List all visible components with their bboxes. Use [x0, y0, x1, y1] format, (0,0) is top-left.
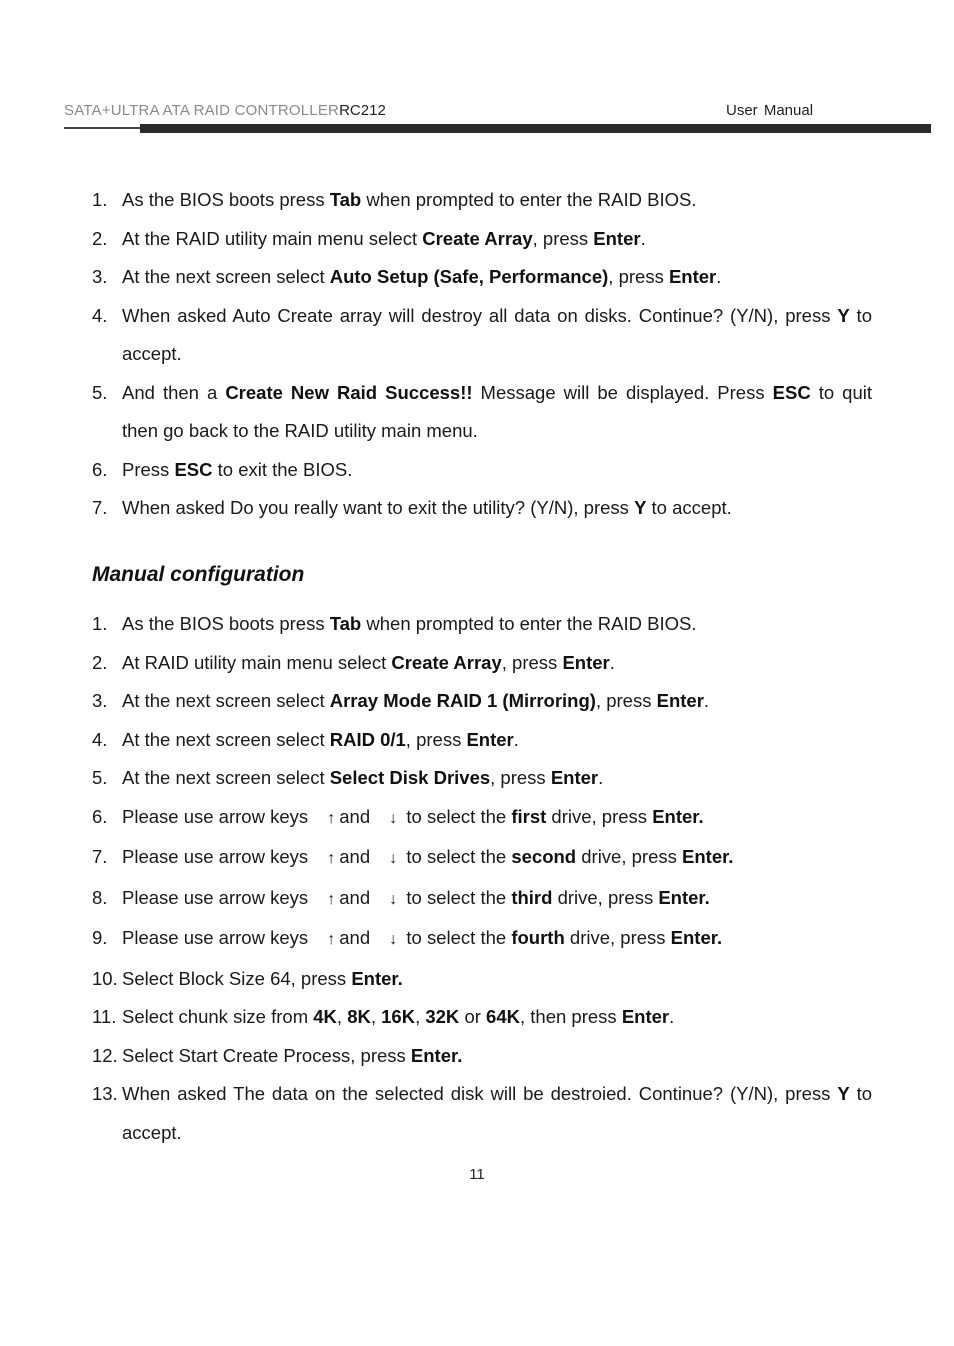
step-text: At the next screen select — [122, 690, 330, 711]
step-text: to accept. — [646, 497, 732, 518]
step-text: At RAID utility main menu select — [122, 651, 392, 673]
header-product-prefix: SATA+ULTRA ATA RAID CONTROLLER — [64, 102, 340, 119]
step-text: drive, press — [576, 846, 683, 867]
bold-keyword: Enter — [668, 266, 717, 287]
step-text: to exit the BIOS. — [212, 458, 353, 480]
list-item — [92, 682, 872, 721]
bold-keyword: third — [511, 886, 553, 908]
bold-keyword: Create Array — [391, 651, 502, 673]
list-item — [92, 1075, 872, 1152]
bold-keyword: Enter — [550, 767, 599, 788]
step-text: , — [415, 1006, 426, 1027]
bold-keyword: Enter. — [670, 927, 723, 948]
list-item — [92, 879, 872, 920]
list-item-number: 1. — [92, 189, 108, 210]
step-text: , then press — [520, 1006, 622, 1027]
page-number: 11 — [469, 1166, 485, 1183]
list-item — [92, 919, 872, 960]
step-text: . — [669, 1006, 675, 1027]
up-arrow-icon: ↑ — [327, 890, 336, 908]
bold-keyword: Tab — [329, 189, 362, 210]
list-item-number: 8. — [92, 886, 108, 908]
bold-keyword: Enter — [562, 651, 610, 673]
step-text: to select the — [401, 927, 512, 948]
section-title-manual-configuration: Manual configuration — [92, 563, 305, 586]
list-item — [92, 451, 872, 490]
list-item-number: 1. — [92, 613, 108, 634]
list-item-number: 7. — [92, 497, 108, 518]
down-arrow-icon: ↓ — [389, 890, 398, 908]
step-text: And then a — [122, 381, 226, 403]
up-arrow-icon: ↑ — [327, 809, 336, 827]
list-item-number: 6. — [92, 458, 108, 480]
step-text: , press — [405, 728, 467, 750]
list-item — [92, 258, 872, 297]
bold-keyword: Enter — [621, 1006, 670, 1027]
list-item — [92, 181, 872, 220]
step-text: , — [370, 1006, 382, 1027]
step-text: Please use arrow keys — [122, 846, 314, 867]
list-item-number: 5. — [92, 767, 108, 788]
auto-setup-steps — [92, 181, 872, 528]
list-item-number: 6. — [92, 805, 108, 827]
bold-keyword: fourth — [511, 927, 565, 948]
step-text: At the next screen select — [122, 728, 330, 750]
down-arrow-icon: ↓ — [389, 850, 398, 867]
bold-keyword: RAID 0/1 — [329, 728, 406, 750]
bold-keyword: Select Disk Drives — [329, 767, 491, 788]
bold-keyword: Enter. — [682, 846, 734, 867]
step-text: As the BIOS boots press — [122, 613, 330, 634]
bold-keyword: Create New Raid Success!! — [225, 381, 473, 403]
list-item — [92, 605, 872, 644]
step-text: , press — [490, 767, 551, 788]
step-text: . — [640, 227, 646, 249]
step-text: to select the — [401, 886, 512, 908]
step-text: , press — [532, 227, 594, 249]
step-text: Please use arrow keys — [122, 886, 314, 908]
step-text: and — [339, 805, 376, 827]
list-item-number: 2. — [92, 227, 108, 249]
bold-keyword: Enter — [466, 728, 514, 750]
list-item-number: 13. — [92, 1083, 118, 1104]
bold-keyword: Y — [634, 497, 647, 518]
list-item-number: 2. — [92, 651, 108, 673]
step-text: to accept. — [122, 304, 872, 364]
step-text: At the next screen select — [122, 767, 330, 788]
list-item-number: 3. — [92, 690, 108, 711]
bold-keyword: 8K — [347, 1006, 371, 1027]
header-rule-thin — [64, 127, 144, 129]
list-item-number: 7. — [92, 846, 108, 867]
step-text: drive, press — [546, 805, 653, 827]
list-item — [92, 1037, 872, 1076]
step-text: Message will be displayed. Press — [472, 381, 773, 403]
header-rule-thick — [140, 124, 931, 133]
up-arrow-icon: ↑ — [327, 931, 336, 948]
header-product — [64, 102, 386, 119]
step-text: , press — [608, 266, 669, 287]
bold-keyword: 16K — [381, 1006, 416, 1027]
step-text: Press — [122, 458, 175, 480]
bold-keyword: Y — [837, 1083, 850, 1104]
list-item-number: 9. — [92, 927, 108, 948]
bold-keyword: 32K — [425, 1006, 460, 1027]
step-text: to quit then go back to the RAID utility main menu. — [122, 381, 873, 441]
list-item-number: 10. — [92, 967, 118, 989]
step-text: When asked Auto Create array will destroy all data on disks. Continue? (Y/N), press — [122, 304, 838, 326]
step-text: and — [339, 927, 376, 948]
step-text: to select the — [401, 805, 512, 827]
list-item — [92, 838, 872, 879]
list-item-number: 11. — [92, 1006, 117, 1027]
step-text: when prompted to enter the RAID BIOS. — [361, 613, 697, 634]
bold-keyword: Enter. — [351, 967, 403, 989]
step-text: . — [598, 767, 604, 788]
step-text: . — [716, 266, 722, 287]
step-text: and — [339, 846, 376, 867]
list-item — [92, 998, 872, 1037]
bold-keyword: Enter. — [410, 1044, 463, 1066]
bold-keyword: Enter — [656, 690, 704, 711]
bold-keyword: Enter. — [652, 805, 704, 827]
step-text: When asked Do you really want to exit the utility? (Y/N), press — [122, 497, 635, 518]
step-text: drive, press — [552, 886, 659, 908]
down-arrow-icon: ↓ — [389, 809, 398, 827]
step-text: and — [339, 886, 376, 908]
bold-keyword: Auto Setup (Safe, Performance) — [329, 266, 609, 287]
bold-keyword: Array Mode RAID 1 (Mirroring) — [329, 690, 596, 711]
step-text: to accept. — [122, 1083, 872, 1143]
up-arrow-icon: ↑ — [327, 850, 336, 867]
list-item — [92, 220, 872, 259]
bold-keyword: 4K — [313, 1006, 337, 1027]
bold-keyword: second — [511, 846, 577, 867]
step-text: . — [609, 651, 615, 673]
header-manual-title: User Manual — [726, 102, 814, 119]
manual-configuration-steps — [92, 605, 872, 1152]
list-item — [92, 960, 872, 999]
step-text: At the next screen select — [122, 266, 330, 287]
header-model: RC212 — [339, 102, 386, 119]
step-text: , press — [501, 651, 563, 673]
list-item-number: 4. — [92, 304, 108, 326]
bold-keyword: Enter. — [658, 886, 710, 908]
list-item-number: 4. — [92, 728, 108, 750]
list-item — [92, 644, 872, 683]
step-text: Please use arrow keys — [122, 805, 314, 827]
bold-keyword: Y — [837, 304, 850, 326]
bold-keyword: Enter — [593, 227, 641, 249]
step-text: Please use arrow keys — [122, 927, 314, 948]
down-arrow-icon: ↓ — [389, 931, 398, 948]
page-header — [64, 102, 930, 122]
step-text: drive, press — [564, 927, 671, 948]
step-text: . — [703, 690, 710, 711]
step-text: Select Block Size 64, press — [122, 967, 352, 989]
list-item-number: 5. — [92, 381, 108, 403]
list-item-number: 12. — [92, 1044, 118, 1066]
list-item-number: 3. — [92, 266, 108, 287]
bold-keyword: first — [511, 805, 547, 827]
bold-keyword: Tab — [329, 613, 362, 634]
step-text: When asked The data on the selected disk will be destroied. Continue? (Y/N), press — [122, 1083, 838, 1104]
step-text: to select the — [401, 846, 512, 867]
step-text: . — [513, 728, 519, 750]
step-text: when prompted to enter the RAID BIOS. — [361, 189, 697, 210]
list-item — [92, 374, 872, 451]
step-text: Select chunk size from — [122, 1006, 314, 1027]
list-item — [92, 759, 872, 798]
step-text: , — [336, 1006, 348, 1027]
step-text: or — [459, 1006, 487, 1027]
list-item — [92, 798, 872, 839]
list-item — [92, 489, 872, 528]
step-text: At the RAID utility main menu select — [122, 227, 423, 249]
step-text: Select Start Create Process, press — [122, 1044, 411, 1066]
list-item — [92, 297, 872, 374]
bold-keyword: ESC — [174, 458, 213, 480]
list-item — [92, 721, 872, 760]
bold-keyword: 64K — [486, 1006, 520, 1027]
bold-keyword: ESC — [772, 381, 811, 403]
step-text: As the BIOS boots press — [122, 189, 330, 210]
step-text: , press — [595, 690, 657, 711]
bold-keyword: Create Array — [422, 227, 533, 249]
